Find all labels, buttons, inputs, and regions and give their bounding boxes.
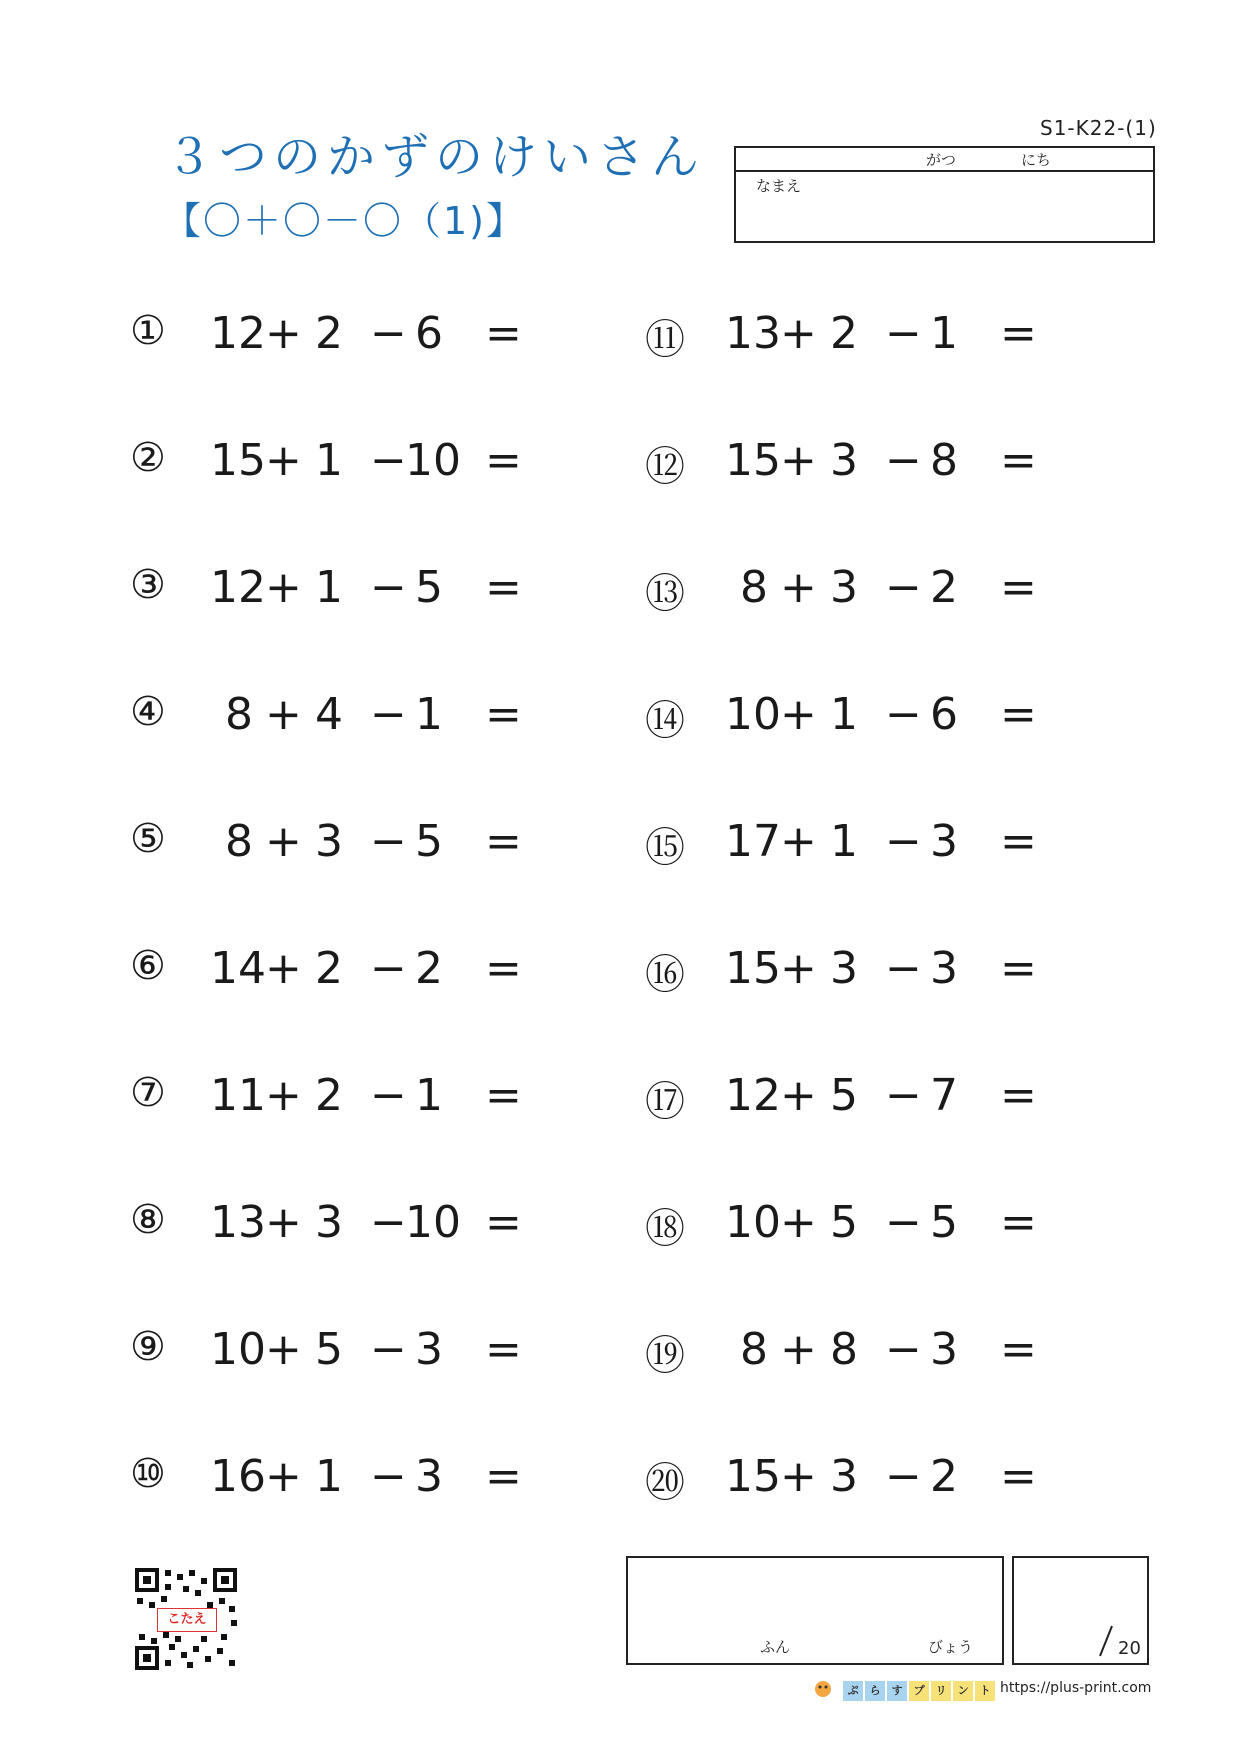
problem-operator: + [780,562,817,613]
problem-operand: 17 [725,816,781,867]
brand-char: す [887,1681,907,1701]
problem-number: ② [130,435,166,481]
problem-operand: 8 [740,562,768,613]
problem-operand: 6 [930,689,958,740]
problem-operator: − [885,689,922,740]
problem-operand: 1 [415,689,443,740]
brand-char: ン [953,1681,973,1701]
problem-number: ⑬ [645,571,685,617]
brand-mascot-icon [812,1678,834,1700]
problem-operand: 8 [930,435,958,486]
problem-operator: − [370,1324,407,1375]
score-box[interactable] [1012,1556,1149,1665]
problem-operand: 10 [725,1197,781,1248]
problem-operand: 3 [930,943,958,994]
month-label: がつ [926,151,957,169]
problem-operator: − [370,1451,407,1502]
problem-number: ⑪ [645,317,685,363]
problem-operand: 1 [315,435,343,486]
problem-operand: 7 [930,1070,958,1121]
problem-equals: = [485,689,522,740]
problem-operand: 14 [210,943,266,994]
problem-operator: − [885,1451,922,1502]
problem-operand: 1 [415,1070,443,1121]
problem-operand: 12 [210,308,266,359]
minutes-label: ふん [760,1638,791,1656]
problem-operator: − [370,1070,407,1121]
problem-equals: = [1000,1451,1037,1502]
problem-equals: = [1000,1070,1037,1121]
problem-operand: 16 [210,1451,266,1502]
problem-operand: 10 [210,1324,266,1375]
problem-equals: = [485,1324,522,1375]
answer-qr-code[interactable] [135,1568,237,1670]
problem-operator: − [370,816,407,867]
worksheet-code: S1-K22-(1) [1040,116,1157,140]
problem-operand: 13 [210,1197,266,1248]
problem-number: ⑯ [645,952,685,998]
problem-number: ⑮ [645,825,685,871]
problem-number: ① [130,308,166,354]
problem-operand: 3 [315,816,343,867]
problem-equals: = [485,1197,522,1248]
problem-number: ⑤ [130,816,166,862]
problem-operand: 8 [740,1324,768,1375]
brand-logo [812,1678,997,1704]
problem-operator: + [780,1070,817,1121]
problem-operand: 4 [315,689,343,740]
time-box[interactable] [626,1556,1004,1665]
problem-operand: 1 [315,1451,343,1502]
problem-operand: 5 [415,562,443,613]
problem-operator: + [265,689,302,740]
problem-operator: − [370,308,407,359]
brand-char: リ [931,1681,951,1701]
problem-operand: 3 [930,1324,958,1375]
problem-operand: 13 [725,308,781,359]
problem-operator: + [780,1451,817,1502]
problem-operand: 12 [725,1070,781,1121]
problem-equals: = [485,1070,522,1121]
page-title: ３つのかずのけいさん [165,129,706,185]
problem-number: ⑳ [645,1460,685,1506]
brand-char: ト [975,1681,995,1701]
problem-equals: = [485,308,522,359]
problem-equals: = [1000,1197,1037,1248]
problem-operator: − [885,562,922,613]
problem-operand: 2 [830,308,858,359]
problem-operator: + [265,1070,302,1121]
problem-operand: 6 [415,308,443,359]
problem-number: ⑫ [645,444,685,490]
problem-operator: + [265,816,302,867]
problem-operand: 5 [930,1197,958,1248]
problem-equals: = [1000,689,1037,740]
problem-operand: 10 [725,689,781,740]
problem-operand: 5 [415,816,443,867]
brand-char: ら [865,1681,885,1701]
problem-operator: + [780,435,817,486]
problem-operand: 3 [415,1451,443,1502]
problem-operator: − [370,689,407,740]
problem-operand: 3 [315,1197,343,1248]
problem-operator: + [780,308,817,359]
problem-equals: = [1000,943,1037,994]
problem-operator: + [780,1324,817,1375]
problem-operand: 2 [930,562,958,613]
problem-operator: + [780,1197,817,1248]
problem-equals: = [1000,308,1037,359]
problem-operand: 10 [405,435,461,486]
problem-equals: = [485,435,522,486]
problem-operand: 12 [210,562,266,613]
problem-operand: 2 [315,943,343,994]
problem-operator: − [370,435,407,486]
score-total: 20 [1118,1638,1141,1659]
problem-operator: − [885,435,922,486]
problem-operand: 1 [830,689,858,740]
problem-equals: = [485,1451,522,1502]
problem-operand: 3 [830,1451,858,1502]
problem-operator: − [885,1070,922,1121]
problem-equals: = [485,943,522,994]
problem-operator: − [370,943,407,994]
problem-operand: 11 [210,1070,266,1121]
problem-operator: + [780,816,817,867]
problem-operator: + [265,943,302,994]
problem-operator: + [265,1451,302,1502]
problem-operator: + [780,943,817,994]
problem-operand: 3 [415,1324,443,1375]
problem-number: ⑱ [645,1206,685,1252]
problem-equals: = [1000,816,1037,867]
problem-operand: 3 [830,435,858,486]
problem-operator: + [265,1324,302,1375]
problem-operand: 5 [830,1197,858,1248]
problem-operator: − [370,1197,407,1248]
problem-number: ④ [130,689,166,735]
problem-operand: 2 [415,943,443,994]
problem-operand: 3 [830,943,858,994]
problem-operand: 1 [830,816,858,867]
problem-operator: + [265,1197,302,1248]
problem-operand: 8 [830,1324,858,1375]
problem-operator: + [265,562,302,613]
problem-equals: = [1000,435,1037,486]
seconds-label: びょう [928,1638,974,1656]
problem-operator: − [885,1324,922,1375]
problem-number: ⑩ [130,1451,166,1497]
problem-operand: 8 [225,689,253,740]
problem-operand: 15 [725,943,781,994]
problem-operand: 3 [930,816,958,867]
problem-operand: 1 [315,562,343,613]
problem-operand: 1 [930,308,958,359]
problem-operator: − [885,816,922,867]
problem-operand: 3 [830,562,858,613]
problem-operand: 2 [930,1451,958,1502]
problem-equals: = [485,562,522,613]
problem-number: ⑰ [645,1079,685,1125]
problem-operator: − [370,562,407,613]
problem-number: ③ [130,562,166,608]
problem-operand: 15 [725,435,781,486]
brand-char: ぷ [843,1681,863,1701]
problem-operand: 15 [210,435,266,486]
problem-operand: 2 [315,1070,343,1121]
problem-equals: = [1000,562,1037,613]
name-label: なまえ [756,177,802,195]
problem-operator: − [885,943,922,994]
problem-operand: 10 [405,1197,461,1248]
site-url[interactable]: https://plus-print.com [1000,1680,1152,1696]
problem-number: ⑧ [130,1197,166,1243]
problem-number: ⑲ [645,1333,685,1379]
name-date-box[interactable] [734,146,1155,243]
problem-operand: 5 [830,1070,858,1121]
problem-number: ⑨ [130,1324,166,1370]
page-subtitle: 【〇＋〇－〇（1)】 [163,199,527,243]
problem-equals: = [1000,1324,1037,1375]
problem-operator: + [265,308,302,359]
problem-operator: + [780,689,817,740]
problem-operator: − [885,1197,922,1248]
problem-number: ⑦ [130,1070,166,1116]
problem-operand: 8 [225,816,253,867]
day-label: にち [1021,151,1052,169]
brand-char: プ [909,1681,929,1701]
problem-number: ⑭ [645,698,685,744]
problem-number: ⑥ [130,943,166,989]
problem-equals: = [485,816,522,867]
problem-operator: + [265,435,302,486]
problem-operand: 2 [315,308,343,359]
problem-operand: 5 [315,1324,343,1375]
problem-operand: 15 [725,1451,781,1502]
date-row[interactable] [736,148,1153,172]
problem-operator: − [885,308,922,359]
qr-answer-label: こたえ [157,1608,217,1632]
